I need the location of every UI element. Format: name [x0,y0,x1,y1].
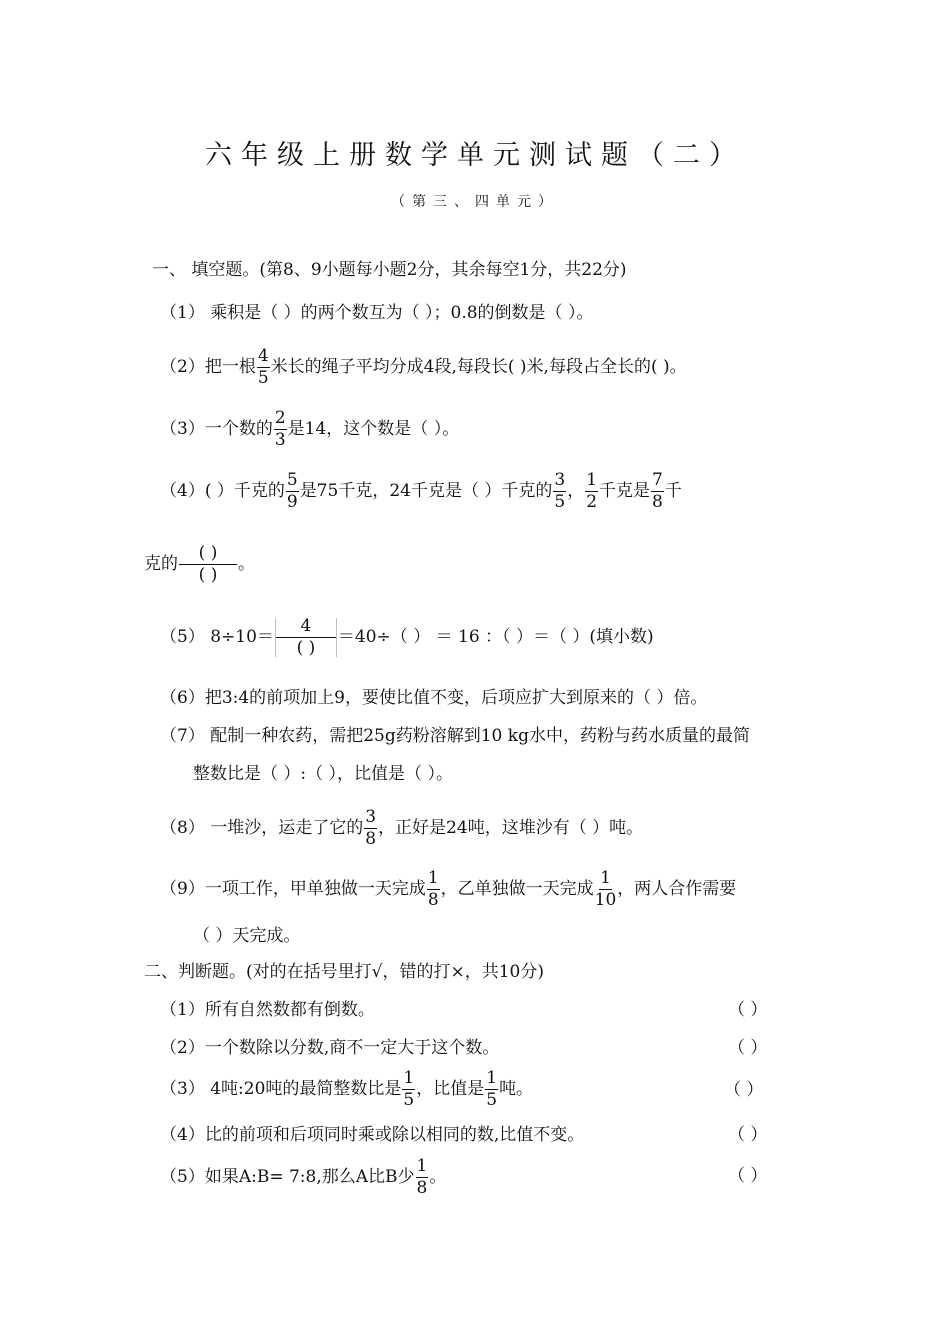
denominator: 5 [403,1090,415,1110]
question-1-9-line2: （ ）天完成。 [193,926,301,946]
fraction [553,472,566,511]
j3-text-post: 吨。 [499,1079,534,1099]
numerator: 1 [427,868,439,888]
numerator: 1 [586,470,598,490]
fraction [286,472,299,511]
denominator: 8 [652,492,663,512]
answer-bracket: （ ） [728,1000,768,1020]
denominator: 5 [257,368,269,388]
page-title: 六年级上册数学单元测试题（二） [205,140,745,171]
q9-text-mid: ，乙单独做一天完成 [440,879,594,899]
judge-question-5 [160,1158,446,1197]
question-1-8 [160,809,643,848]
fraction [585,472,598,511]
q9-text-pre: （9）一项工作，甲单独做一天完成 [160,879,426,899]
q9-text-post: ，两人合作需要 [617,879,737,899]
j5-text-pre: （5）如果A:B= 7:8,那么A比B少 [160,1167,415,1187]
numerator: 3 [554,470,566,490]
numerator: 2 [274,408,286,428]
q4-text-5: 千 [664,481,682,501]
denominator: 8 [365,829,377,849]
question-1-4-line2 [144,545,255,584]
answer-bracket: （ ） [728,1038,768,1058]
numerator: 1 [416,1156,428,1176]
question-1-2 [160,348,687,387]
q3-text-post: 是14，这个数是（ ）。 [287,419,460,439]
q4-text-4: 千克是 [599,481,651,501]
fraction [402,1070,415,1109]
fraction [274,410,287,449]
q2-text-post: 米长的绳子平均分成4段,每段长( )米,每段占全长的( )。 [270,357,687,377]
numerator: 1 [486,1068,498,1088]
q8-text-post: ，正好是24吨，这堆沙有（ ）吨。 [378,818,644,838]
page-subtitle: （第三、四单元） [391,194,559,210]
q3-text-pre: （3）一个数的 [160,419,273,439]
fraction [364,809,377,848]
q4-line2-post: 。 [238,554,255,574]
section2-heading: 二、判断题。(对的在括号里打√，错的打×，共10分) [144,962,544,982]
question-1-5 [160,618,654,657]
fraction [485,1070,498,1109]
judge-question-3 [160,1070,533,1109]
fraction [427,870,440,909]
q8-text-pre: （8） 一堆沙，运走了它的 [160,818,364,838]
fraction [416,1158,429,1197]
fraction [595,870,617,909]
denominator: 8 [416,1178,428,1198]
question-1-7-line2: 整数比是（ ）:（ ），比值是（ ）。 [193,764,453,784]
numerator: 7 [652,470,663,490]
denominator: 3 [274,430,286,450]
question-1-7-line1: （7） 配制一种农药，需把25g药粉溶解到10 kg水中，药粉与药水质量的最简 [160,726,750,746]
denominator: 9 [286,492,298,512]
numerator: 1 [600,868,611,888]
section1-heading: 一、 填空题。(第8、9小题每小题2分，其余每空1分，共22分) [152,260,627,280]
denominator: 5 [554,492,566,512]
fraction [651,472,664,511]
judge-question-1: （1）所有自然数都有倒数。 [160,1000,375,1020]
denominator: 2 [586,492,598,512]
answer-bracket: （ ） [728,1166,768,1186]
denominator: 5 [486,1090,498,1110]
j3-text-mid: ，比值是 [416,1079,485,1099]
q4-line2-pre: 克的 [144,554,178,574]
question-1-4 [160,472,682,511]
denominator: 10 [594,890,617,910]
numerator: 4 [276,618,336,638]
q4-text-2: 是75千克，24千克是（ ）千克的 [299,481,553,501]
question-1-3 [160,410,459,449]
question-1-1: （1） 乘积是（ ）的两个数互为（ ）；0.8的倒数是（ ）。 [160,303,594,323]
q5-text-post: ＝40÷（ ） ＝ 16 ：（ ）＝（ ）(填小数) [337,627,654,647]
numerator: 4 [257,346,269,366]
j5-text-post: 。 [429,1167,447,1187]
numerator: 5 [286,470,298,490]
judge-question-4: （4）比的前项和后项同时乘或除以相同的数,比值不变。 [160,1125,585,1145]
answer-bracket: （ ） [728,1125,768,1145]
denominator: 8 [427,890,439,910]
q5-text-pre: （5） 8÷10＝ [160,627,274,647]
q4-text-3: ， [567,481,585,501]
numerator: 3 [365,807,377,827]
numerator: 1 [403,1068,415,1088]
numerator: ( ) [179,545,237,565]
q4-text-1: （4）( ）千克的 [160,481,285,501]
denominator: ( ) [296,638,316,658]
question-1-6: （6）把3:4的前项加上9，要使比值不变，后项应扩大到原来的（ ）倍。 [160,688,708,708]
answer-bracket: （ ） [724,1080,764,1100]
answer-fraction [179,545,237,584]
fraction [257,348,270,387]
fraction [275,618,337,657]
denominator: ( ) [198,565,218,585]
question-1-9 [160,870,736,909]
q2-text-pre: （2）把一根 [160,357,256,377]
j3-text-pre: （3） 4吨:20吨的最简整数比是 [160,1079,402,1099]
judge-question-2: （2）一个数除以分数,商不一定大于这个数。 [160,1038,500,1058]
